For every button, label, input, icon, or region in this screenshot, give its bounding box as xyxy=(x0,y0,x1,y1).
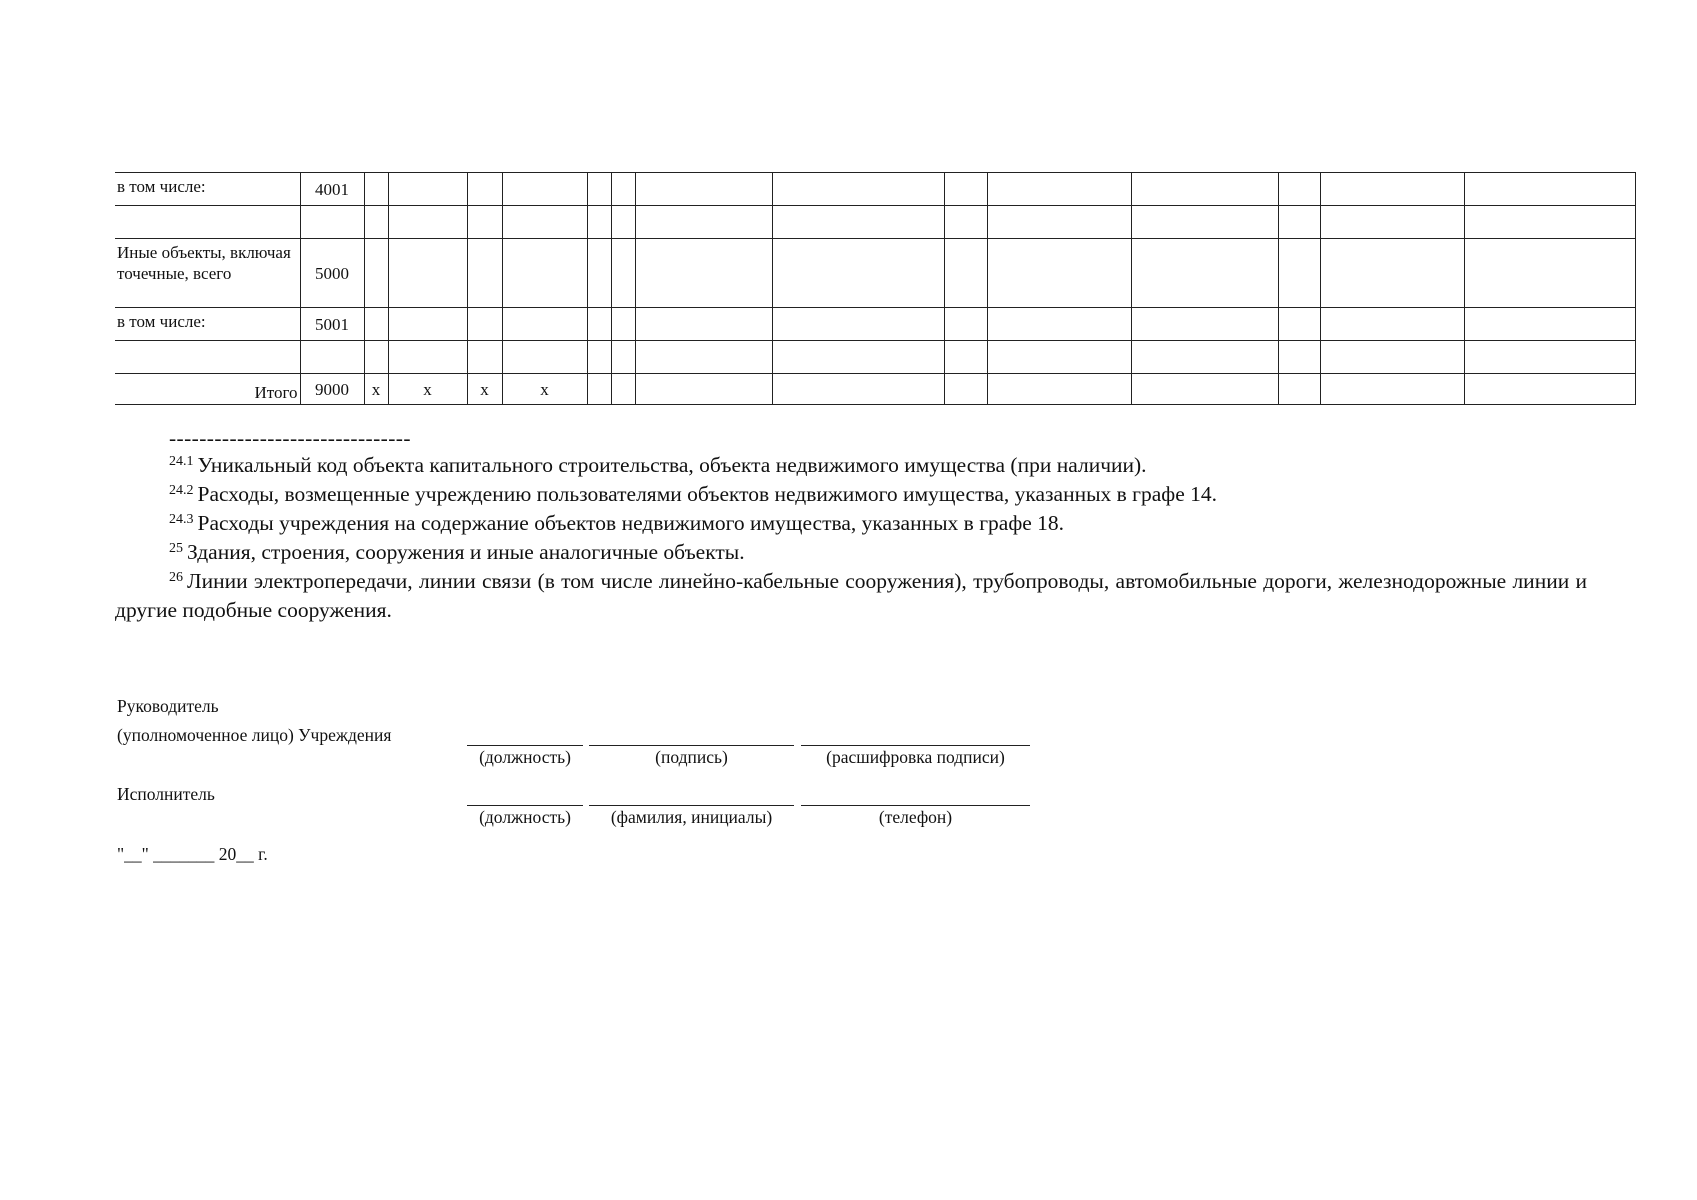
cell xyxy=(502,308,587,341)
cell xyxy=(1320,374,1464,405)
footnote-text: Здания, строения, сооружения и иные аналогичные объекты. xyxy=(187,540,745,564)
footnote xyxy=(115,567,1587,625)
cell xyxy=(1320,341,1464,374)
cell xyxy=(987,341,1131,374)
cell xyxy=(944,308,987,341)
cell xyxy=(1131,374,1278,405)
head-signature-line xyxy=(589,745,794,746)
cell xyxy=(1320,206,1464,239)
row-label: в том числе: xyxy=(115,173,300,206)
row-code: 5001 xyxy=(300,308,364,341)
cell xyxy=(611,239,635,308)
footnote-text: Расходы, возмещенные учреждению пользователями объектов недвижимого имущества, указанных в графе 14. xyxy=(197,482,1218,506)
row-code xyxy=(300,341,364,374)
cell xyxy=(1320,173,1464,206)
row-code: 5000 xyxy=(300,239,364,308)
cell xyxy=(772,374,944,405)
cell xyxy=(1131,173,1278,206)
cell xyxy=(388,308,467,341)
table-row xyxy=(115,374,1635,405)
table-row xyxy=(115,173,1635,206)
cell xyxy=(944,206,987,239)
row-label xyxy=(115,341,300,374)
cell xyxy=(772,239,944,308)
cell xyxy=(1464,341,1635,374)
footnote xyxy=(115,538,1587,567)
head-signature-caption: (подпись) xyxy=(655,747,728,767)
footnote-text: Расходы учреждения на содержание объектов недвижимого имущества, указанных в графе 18. xyxy=(197,511,1065,535)
cell xyxy=(987,374,1131,405)
footnote-separator: -------------------------------- xyxy=(169,426,411,450)
row-code: 4001 xyxy=(300,173,364,206)
cell xyxy=(1464,173,1635,206)
executor-label: Исполнитель xyxy=(117,784,215,804)
cell xyxy=(502,206,587,239)
cell xyxy=(587,341,611,374)
cell xyxy=(987,206,1131,239)
cell xyxy=(364,173,388,206)
table-row xyxy=(115,308,1635,341)
footnote-mark: 25 xyxy=(169,541,183,556)
cell xyxy=(502,173,587,206)
executor-name-line xyxy=(589,805,794,806)
cell xyxy=(467,239,502,308)
row-label: Иные объекты, включая точечные, всего xyxy=(115,239,300,308)
cell xyxy=(635,374,772,405)
cell xyxy=(587,308,611,341)
cell xyxy=(635,206,772,239)
cell xyxy=(772,206,944,239)
cell xyxy=(1320,308,1464,341)
cell xyxy=(1278,173,1320,206)
footnote-text: Линии электропередачи, линии связи (в том числе линейно-кабельные сооружения), трубопроводы, автомобильные дороги, железнодорожные линии и другие подобные сооружения. xyxy=(115,569,1587,622)
cell xyxy=(364,308,388,341)
cell xyxy=(388,206,467,239)
cell xyxy=(1464,239,1635,308)
footnote-text: Уникальный код объекта капитального строительства, объекта недвижимого имущества (при наличии). xyxy=(197,453,1147,477)
cell xyxy=(611,308,635,341)
cell xyxy=(587,239,611,308)
cell xyxy=(987,173,1131,206)
executor-position-line xyxy=(467,805,583,806)
row-code: 9000 xyxy=(300,374,364,405)
cell xyxy=(611,173,635,206)
footnotes xyxy=(115,428,1587,625)
total-label: Итого xyxy=(115,374,300,405)
cell xyxy=(1464,206,1635,239)
cell xyxy=(1464,308,1635,341)
cell xyxy=(635,341,772,374)
footnote xyxy=(115,480,1587,509)
cell xyxy=(1131,308,1278,341)
cell xyxy=(364,239,388,308)
executor-phone-line xyxy=(801,805,1030,806)
cell xyxy=(611,374,635,405)
cell xyxy=(987,308,1131,341)
cell: x xyxy=(467,374,502,405)
cell xyxy=(587,173,611,206)
footnote xyxy=(115,451,1587,480)
cell xyxy=(467,173,502,206)
cell xyxy=(467,341,502,374)
cell xyxy=(1464,374,1635,405)
executor-position-caption: (должность) xyxy=(479,807,571,827)
cell xyxy=(611,341,635,374)
cell xyxy=(502,341,587,374)
row-label: в том числе: xyxy=(115,308,300,341)
head-title: Руководитель xyxy=(117,696,219,716)
head-position-caption: (должность) xyxy=(479,747,571,767)
head-subtitle: (уполномоченное лицо) Учреждения xyxy=(117,725,392,745)
cell xyxy=(502,239,587,308)
footnote-mark: 24.2 xyxy=(169,483,194,498)
cell xyxy=(1278,206,1320,239)
cell xyxy=(1278,374,1320,405)
cell xyxy=(635,308,772,341)
cell xyxy=(467,206,502,239)
cell xyxy=(1278,308,1320,341)
cell xyxy=(388,341,467,374)
head-decoding-caption: (расшифровка подписи) xyxy=(826,747,1005,767)
cell xyxy=(635,173,772,206)
cell xyxy=(364,206,388,239)
cell xyxy=(1131,341,1278,374)
cell: x xyxy=(502,374,587,405)
footnote xyxy=(115,509,1587,538)
cell xyxy=(772,308,944,341)
cell xyxy=(611,206,635,239)
head-position-line xyxy=(467,745,583,746)
cell xyxy=(587,374,611,405)
cell xyxy=(388,173,467,206)
cell xyxy=(772,341,944,374)
table-row xyxy=(115,239,1635,308)
cell xyxy=(1320,239,1464,308)
cell xyxy=(587,206,611,239)
footnote-mark: 26 xyxy=(169,570,183,585)
date-line: "__" _______ 20__ г. xyxy=(117,844,268,864)
cell xyxy=(635,239,772,308)
cell xyxy=(1278,239,1320,308)
cell xyxy=(364,341,388,374)
row-label xyxy=(115,206,300,239)
footnote-mark: 24.3 xyxy=(169,512,194,527)
row-code xyxy=(300,206,364,239)
cell xyxy=(467,308,502,341)
cell xyxy=(987,239,1131,308)
cell xyxy=(944,341,987,374)
cell xyxy=(944,374,987,405)
executor-phone-caption: (телефон) xyxy=(878,807,953,827)
cell xyxy=(944,239,987,308)
objects-table xyxy=(115,172,1636,405)
table-row xyxy=(115,206,1635,239)
footnote-mark: 24.1 xyxy=(169,454,194,469)
cell xyxy=(772,173,944,206)
cell: x xyxy=(364,374,388,405)
cell xyxy=(1278,341,1320,374)
head-decoding-line xyxy=(801,745,1030,746)
cell xyxy=(1131,239,1278,308)
cell xyxy=(388,239,467,308)
executor-name-caption: (фамилия, инициалы) xyxy=(610,807,773,827)
cell: x xyxy=(388,374,467,405)
cell xyxy=(1131,206,1278,239)
table-row xyxy=(115,341,1635,374)
cell xyxy=(944,173,987,206)
